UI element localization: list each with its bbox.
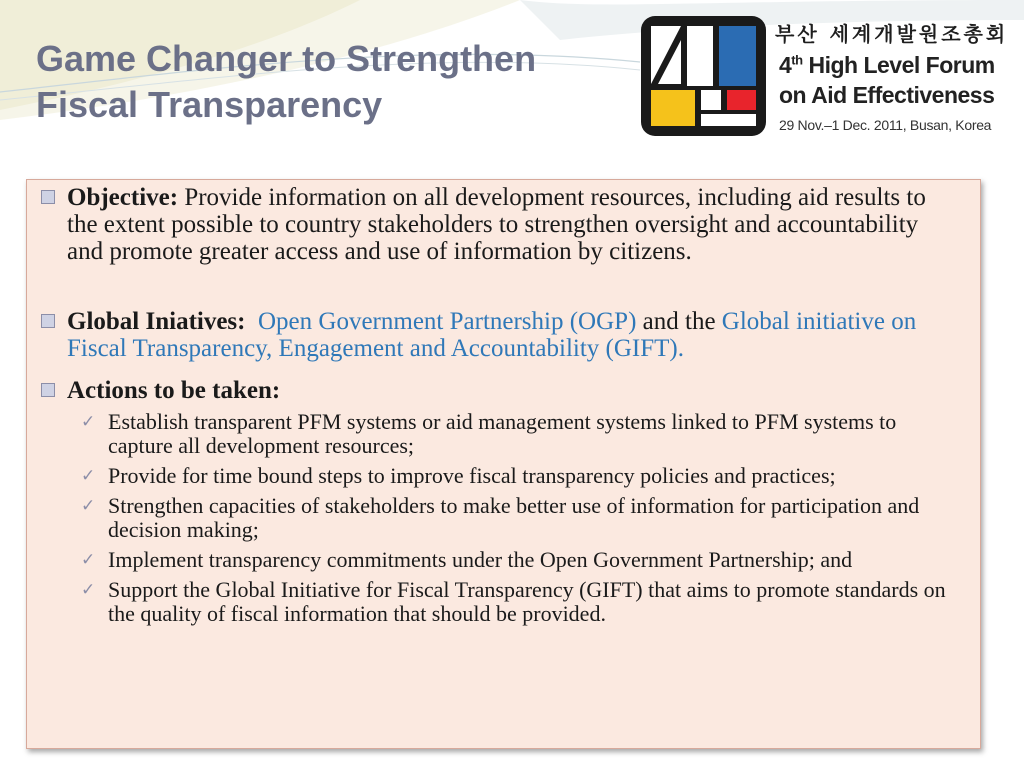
logo-korean-text: 부산 세계개발원조총회	[775, 22, 1009, 46]
global-connector-text: and the	[636, 308, 722, 335]
bullet-actions	[41, 377, 941, 404]
checkmark-icon: ✓	[81, 580, 96, 600]
checkmark-icon: ✓	[81, 412, 96, 432]
slide-title	[36, 36, 536, 128]
checkmark-icon: ✓	[81, 496, 96, 516]
forum-4-logo-icon	[641, 16, 766, 136]
bullet-global-initiatives	[41, 308, 941, 362]
square-bullet-icon	[41, 383, 55, 397]
list-item: ✓ Implement transparency commitments under the Open Government Partnership; and	[81, 547, 853, 572]
actions-list	[81, 410, 961, 632]
square-bullet-icon	[41, 190, 55, 204]
logo-forum-title: 4th High Level Forum	[779, 52, 995, 78]
bullet-objective	[41, 184, 941, 265]
logo-date: 29 Nov.–1 Dec. 2011, Busan, Korea	[779, 117, 992, 133]
checkmark-icon: ✓	[81, 550, 96, 570]
logo-forum-subtitle: on Aid Effectiveness	[779, 82, 995, 108]
slide-title-line-2: Fiscal Transparency	[36, 84, 383, 125]
checkmark-icon: ✓	[81, 466, 96, 486]
content-box	[26, 179, 981, 749]
global-label: Global Iniatives:	[67, 308, 246, 335]
list-item: ✓ Establish transparent PFM systems or aid management systems linked to PFM systems to capture all development resources;	[81, 409, 897, 458]
list-item: ✓ Provide for time bound steps to improve fiscal transparency policies and practices;	[81, 463, 836, 488]
list-item: ✓ Strengthen capacities of stakeholders to make better use of information for participation and decision making;	[81, 493, 920, 542]
objective-text: Provide information on all development resources, including aid results to the extent possible to country stakeholders to strengthen oversight and accountability and promote greater access and use of information by citizens.	[67, 184, 926, 265]
slide-title-line-1: Game Changer to Strengthen	[36, 38, 537, 79]
ogp-link-text: Open Government Partnership (OGP)	[258, 308, 637, 335]
gift-link-text: Global initiative on Fiscal Transparency, Engagement and Accountability (GIFT).	[67, 308, 917, 362]
objective-label: Objective:	[67, 184, 179, 211]
square-bullet-icon	[41, 314, 55, 328]
forum-logo	[641, 16, 1013, 138]
list-item: ✓ Support the Global Initiative for Fiscal Transparency (GIFT) that aims to promote standards on the quality of fiscal information that should be provided.	[81, 577, 946, 626]
actions-label: Actions to be taken:	[67, 377, 281, 404]
